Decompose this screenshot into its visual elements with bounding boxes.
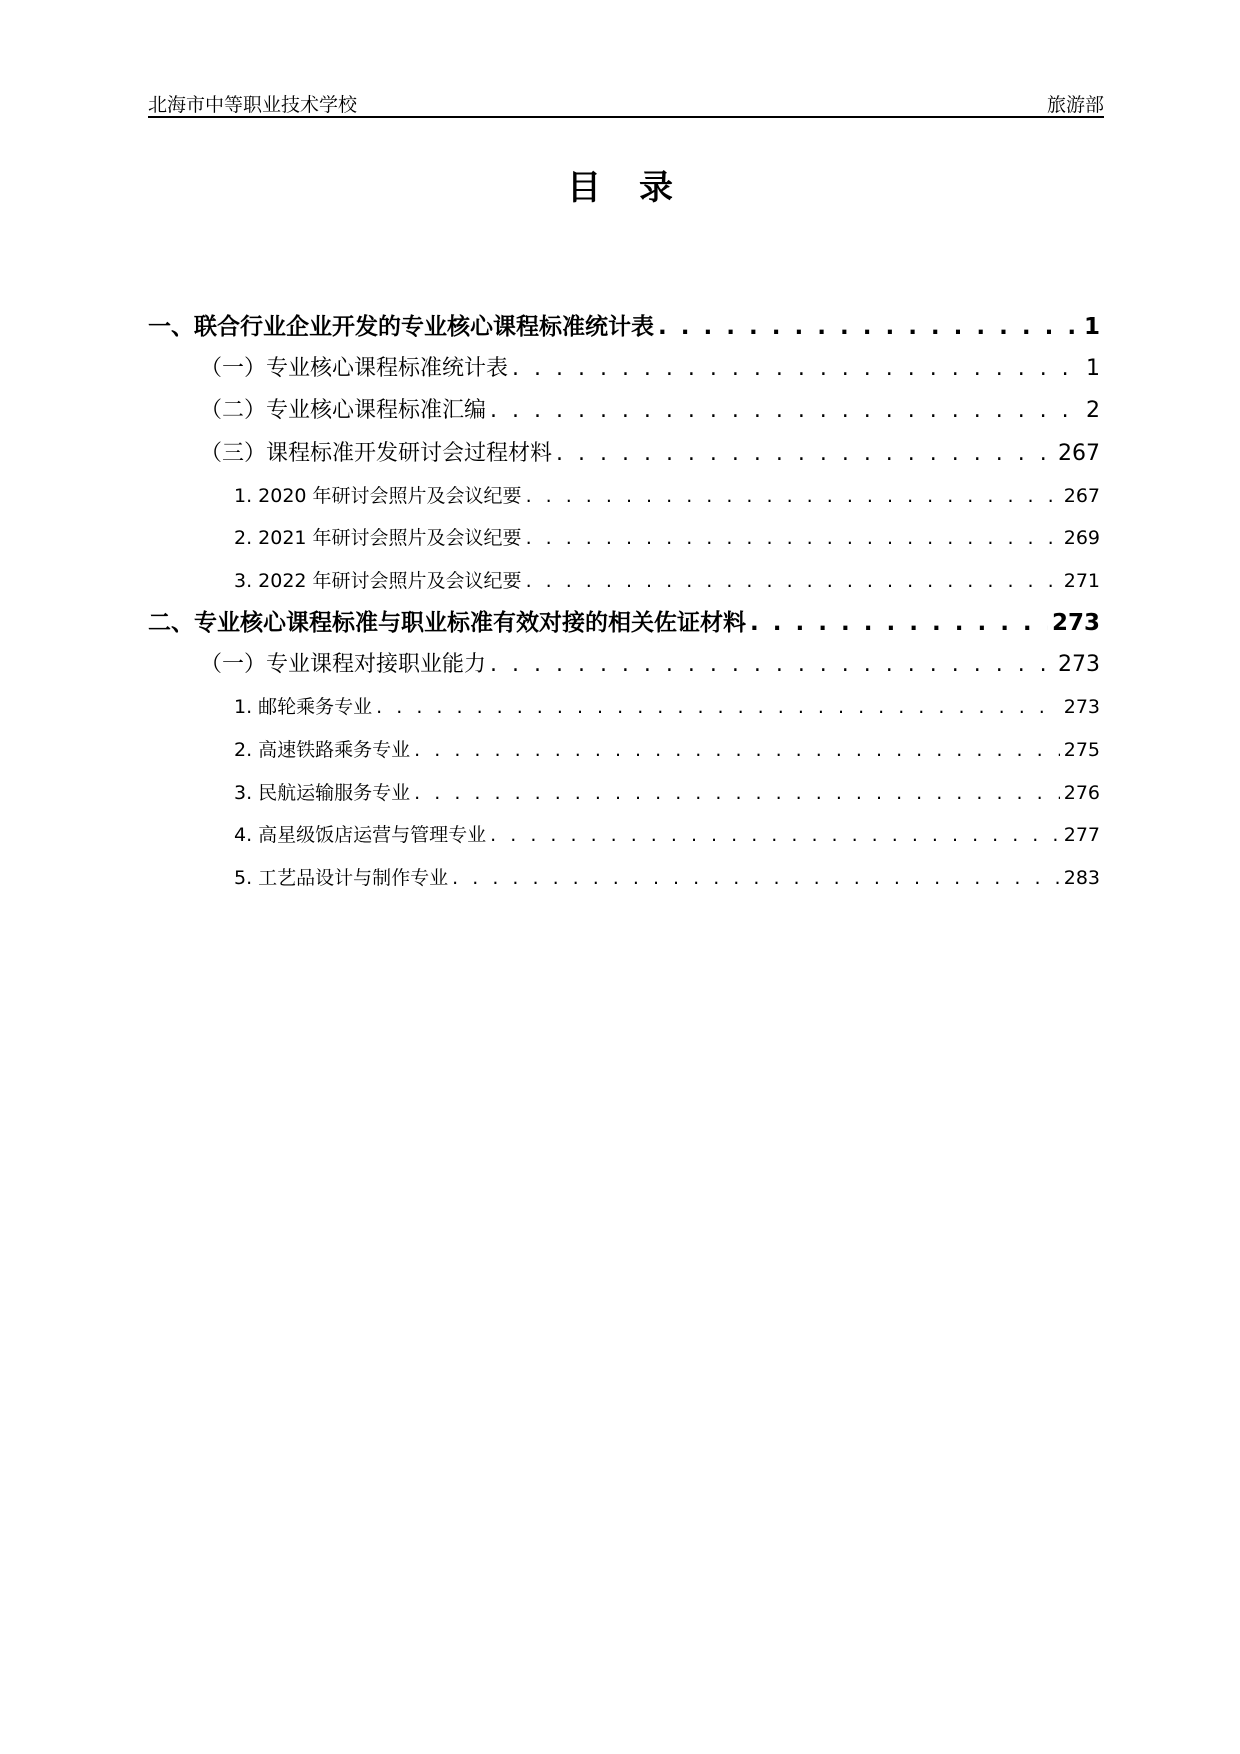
toc-entry-page: 273: [1051, 610, 1100, 636]
header-school-name: 北海市中等职业技术学校: [148, 94, 358, 116]
toc-entry-page: 273: [1058, 652, 1100, 677]
toc-entry-label: 3. 民航运输服务专业: [234, 782, 411, 804]
toc-entry-page: 1: [1083, 314, 1100, 340]
toc-entry[interactable]: [200, 393, 1100, 424]
toc-entry[interactable]: [234, 735, 1100, 762]
toc-entry-label: 一、联合行业企业开发的专业核心课程标准统计表: [148, 314, 654, 340]
toc-entry-label: （三）课程标准开发研讨会过程材料: [200, 441, 553, 466]
title-char-2: 录: [639, 168, 673, 208]
toc-entry-label: 4. 高星级饭店运营与管理专业: [234, 824, 487, 846]
title-char-1: 目: [567, 168, 601, 208]
toc-entry-page: 267: [1058, 441, 1100, 466]
toc-entry-label: （一）专业核心课程标准统计表: [200, 356, 509, 381]
toc-leader-dots: [414, 739, 1060, 761]
toc-entry-label: 2. 2021 年研讨会照片及会议纪要: [234, 527, 522, 549]
table-of-contents: [148, 0, 1100, 900]
toc-entry-page: 1: [1086, 356, 1100, 381]
toc-entry-label: （一）专业课程对接职业能力: [200, 652, 487, 677]
toc-entry-page: 269: [1063, 527, 1100, 549]
toc-entry-label: 1. 邮轮乘务专业: [234, 696, 373, 718]
toc-entry[interactable]: [234, 863, 1100, 890]
toc-leader-dots: [490, 824, 1060, 846]
toc-leader-dots: [376, 696, 1060, 718]
toc-entry-page: 277: [1063, 824, 1100, 846]
toc-entry-page: 267: [1063, 485, 1100, 507]
toc-entry[interactable]: [200, 351, 1100, 382]
toc-leader-dots: [526, 485, 1060, 507]
toc-leader-dots: [490, 398, 1082, 423]
toc-entry-page: 2: [1086, 398, 1100, 423]
toc-entry[interactable]: [200, 647, 1100, 678]
toc-entry-label: 3. 2022 年研讨会照片及会议纪要: [234, 570, 522, 592]
toc-leader-dots: [556, 441, 1054, 466]
toc-entry[interactable]: [234, 778, 1100, 805]
toc-entry-page: 283: [1063, 867, 1100, 889]
toc-entry-label: 二、专业核心课程标准与职业标准有效对接的相关佐证材料: [148, 610, 746, 636]
toc-entry-label: 2. 高速铁路乘务专业: [234, 739, 411, 761]
toc-leader-dots: [750, 610, 1048, 636]
toc-entry-page: 271: [1063, 570, 1100, 592]
toc-leader-dots: [452, 867, 1060, 889]
toc-entry-label: （二）专业核心课程标准汇编: [200, 398, 487, 423]
header-department: 旅游部: [1046, 94, 1104, 116]
toc-entry-page: 273: [1063, 696, 1100, 718]
toc-leader-dots: [490, 652, 1054, 677]
toc-leader-dots: [526, 570, 1060, 592]
toc-entry[interactable]: [234, 566, 1100, 593]
toc-entry[interactable]: [148, 604, 1100, 637]
toc-entry-page: 275: [1063, 739, 1100, 761]
toc-leader-dots: [414, 782, 1060, 804]
toc-entry-label: 5. 工艺品设计与制作专业: [234, 867, 449, 889]
toc-entry[interactable]: [234, 820, 1100, 847]
toc-entry[interactable]: [148, 308, 1100, 341]
toc-entry-page: 276: [1063, 782, 1100, 804]
toc-entry[interactable]: [234, 481, 1100, 508]
toc-leader-dots: [526, 527, 1060, 549]
toc-entry[interactable]: [200, 436, 1100, 467]
toc-entry[interactable]: [234, 523, 1100, 550]
toc-entry[interactable]: [234, 692, 1100, 719]
toc-entry-label: 1. 2020 年研讨会照片及会议纪要: [234, 485, 522, 507]
toc-leader-dots: [658, 314, 1080, 340]
toc-leader-dots: [512, 356, 1082, 381]
